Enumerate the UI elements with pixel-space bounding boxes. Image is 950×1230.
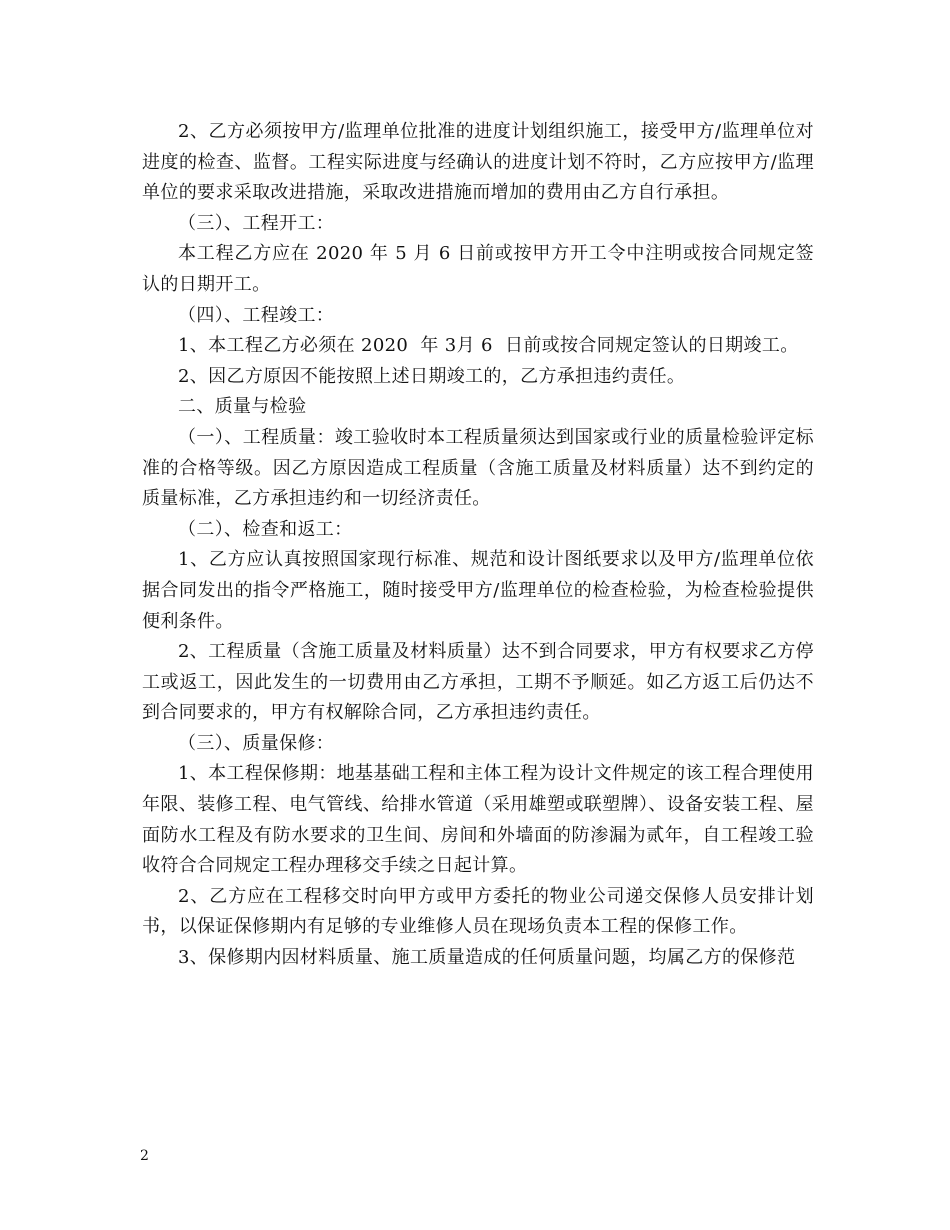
section-heading-quality-inspection: 二、质量与检验 [178, 396, 307, 418]
page-number: 2 [140, 1148, 149, 1164]
paragraph-inspection-compliance: 1、乙方应认真按照国家现行标准、规范和设计图纸要求以及甲方/监理单位依据合同发出的指令严格施工，随时接受甲方/监理单位的检查检验，为检查检验提供便利条件。 [142, 549, 814, 632]
paragraph-progress-supervision: 2、乙方必须按甲方/监理单位批准的进度计划组织施工，接受甲方/监理单位对进度的检查、监督。工程实际进度与经确认的进度计划不符时，乙方应按甲方/监理单位的要求采取改进措施，采取改进措施而增加的费用由乙方自行承担。 [142, 121, 814, 204]
paragraph-project-quality: （一）、工程质量：竣工验收时本工程质量须达到国家或行业的质量检验评定标准的合格等级。因乙方原因造成工程质量（含施工质量及材料质量）达不到约定的质量标准，乙方承担违约和一切经济责任。 [142, 426, 814, 510]
contract-body-text [142, 117, 814, 974]
paragraph-warranty-period: 1、本工程保修期：地基基础工程和主体工程为设计文件规定的该工程合理使用年限、装修工程、电气管线、给排水管道（采用雄塑或联塑牌）、设备安装工程、屋面防水工程及有防水要求的卫生间、房间和外墙面的防渗漏为贰年，自工程竣工验收符合合同规定工程办理移交手续之日起计算。 [142, 763, 814, 877]
paragraph-completion-date: 1、本工程乙方必须在 2020 年 3月 6 日前或按合同规定签认的日期竣工。 [178, 335, 799, 357]
section-heading-inspection-rework: （二）、检查和返工： [178, 518, 353, 540]
paragraph-commencement-date: 本工程乙方应在 2020 年 5 月 6 日前或按甲方开工令中注明或按合同规定签认的日期开工。 [142, 243, 814, 295]
paragraph-rework-liability: 2、工程质量（含施工质量及材料质量）达不到合同要求，甲方有权要求乙方停工或返工，因此发生的一切费用由乙方承担，工期不予顺延。如乙方返工后仍达不到合同要求的，甲方有权解除合同，乙方承担违约责任。 [142, 641, 814, 724]
paragraph-completion-liability: 2、因乙方原因不能按照上述日期竣工的，乙方承担违约责任。 [178, 365, 686, 387]
section-heading-commencement: （三）、工程开工： [178, 212, 335, 234]
paragraph-warranty-scope: 3、保修期内因材料质量、施工质量造成的任何质量问题，均属乙方的保修范 [178, 947, 796, 969]
section-heading-completion: （四）、工程竣工： [178, 304, 335, 326]
section-heading-warranty: （三）、质量保修： [178, 732, 335, 754]
paragraph-warranty-staffing: 2、乙方应在工程移交时向甲方或甲方委托的物业公司递交保修人员安排计划书，以保证保修期内有足够的专业维修人员在现场负责本工程的保修工作。 [142, 885, 814, 938]
